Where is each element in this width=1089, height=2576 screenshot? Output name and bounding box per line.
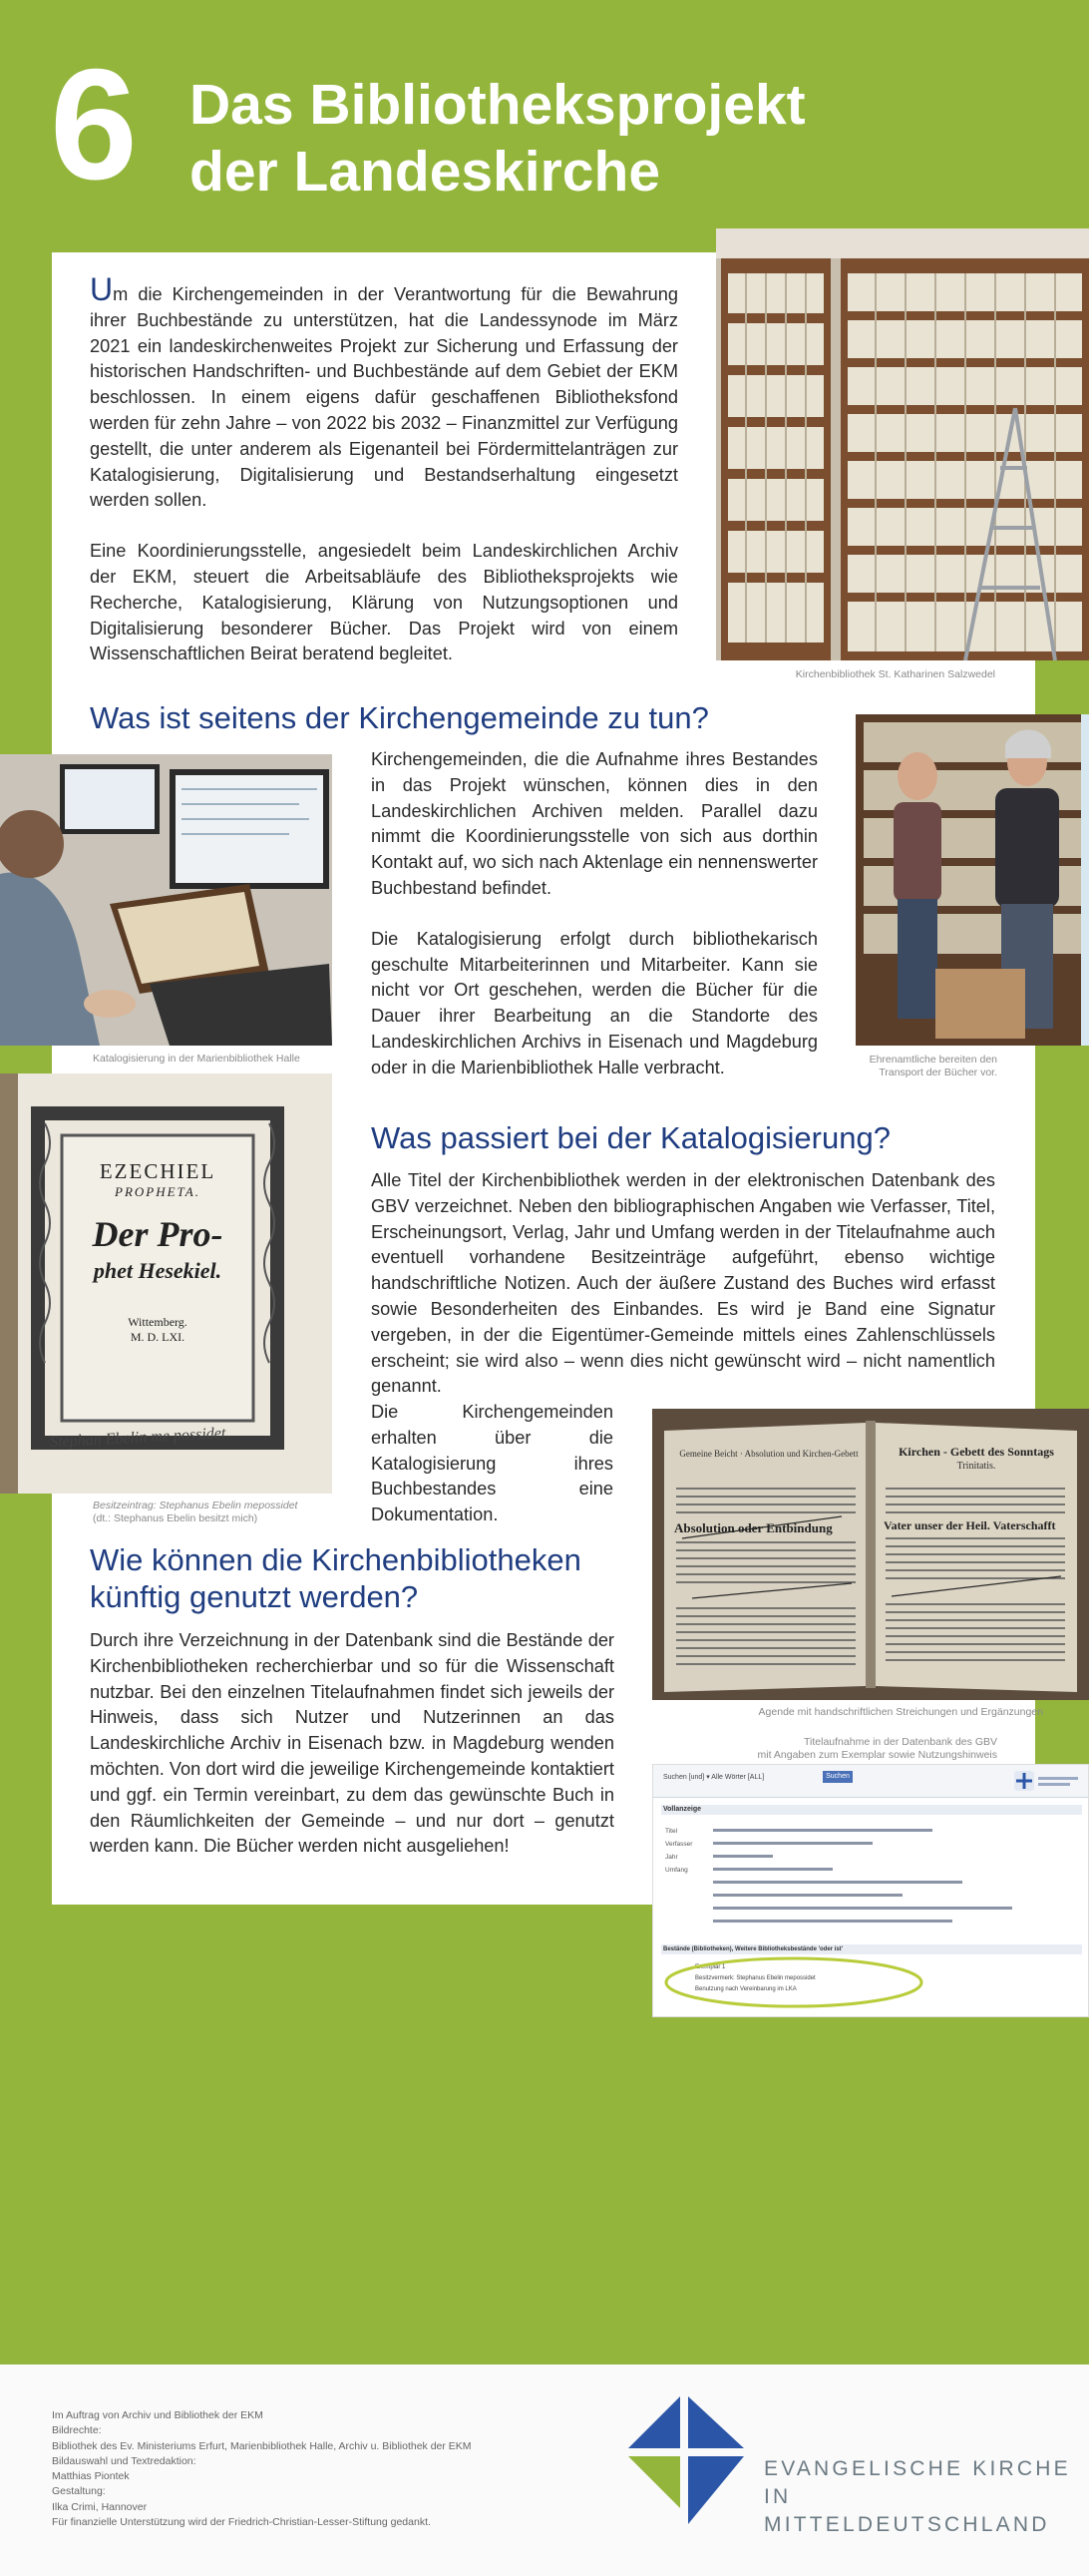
agenda-right-title: Vater unser der Heil. Vaterschafft xyxy=(884,1518,1056,1532)
titlepage-signature: Stephan Ebelin me possidet xyxy=(49,1425,226,1452)
database-fields: Titel Verfasser Jahr Umfang xyxy=(665,1828,693,1874)
agenda-caption: Agende mit handschriftlichen Streichungen und Ergänzungen xyxy=(758,1706,1043,1718)
agenda-right-sub: Trinitatis. xyxy=(956,1461,996,1472)
intro-paragraph-2: Eine Koordinierungsstelle, angesiedelt beim Landeskirchlichen Archiv der EKM, steuert die Arbeitsabläufe des Bibliotheksprojekts wie Recherche, Katalogisierung, Klärung von Nutzungsoptionen und Digitalisierung besonderer Bücher. Das Projekt wird von einem Wissenschaftlichen Beirat beratend begleitet. xyxy=(90,541,678,664)
database-search-button: Suchen xyxy=(823,1771,853,1783)
volunteers-photo xyxy=(856,714,1089,1046)
database-holdings-head: Bestände (Bibliotheken), Weitere Bibliotheksbestände 'oder ist' xyxy=(663,1946,844,1952)
agenda-photo xyxy=(652,1409,1089,1700)
section1-paragraph-2: Die Katalogisierung erfolgt durch bibliothekarisch geschulte Mitarbeiterinnen und Mitarbeiter. Kann sie nicht vor Ort geschehen, werden die Bücher für die Dauer ihrer Bearbeitung an die Standorte des Landeskirchlichen Archivs in Eisenach und Magdeburg oder in die Marienbibliothek Halle verbracht. xyxy=(371,928,818,1077)
ekm-logo-text: EVANGELISCHE KIRCHE IN MITTELDEUTSCHLAND xyxy=(764,2457,1071,2536)
section2-heading: Was passiert bei der Katalogisierung? xyxy=(371,1120,891,1155)
agenda-left-head: Gemeine Beicht · Absolution und Kirchen-Gebett xyxy=(679,1449,859,1459)
database-screenshot xyxy=(652,1764,1089,2017)
database-title-row: Vollanzeige xyxy=(663,1806,701,1813)
page-title-line1: Das Bibliotheksprojekt xyxy=(189,73,806,137)
database-topbar: Suchen [und] ▾ Alle Wörter [ALL] xyxy=(663,1774,765,1781)
footer-credits: Im Auftrag von Archiv und Bibliothek der EKM Bildrechte: Bibliothek des Ev. Ministeriums Erfurt, Marienbibliothek Halle, Archiv u. Bibliothek der EKM Bildauswahl und Textredaktion: Matthias Piontek Gestaltung: Ilka Crimi, Hannover Für finanzielle Unterstützung wird der Friedrich-Christian-Lesser-Stiftung gedankt. xyxy=(52,2409,472,2529)
section3-heading: Wie können die Kirchenbibliotheken künftig genutzt werden? xyxy=(90,1542,581,1614)
agenda-right-head: Kirchen - Gebett des Sonntags xyxy=(899,1445,1054,1459)
agenda-left-title: Absolution oder Entbindung xyxy=(674,1520,833,1535)
page-title-line2: der Landeskirche xyxy=(189,140,661,204)
computer-caption: Katalogisierung in der Marienbibliothek Halle xyxy=(93,1053,300,1065)
intro-paragraph-1: Um die Kirchengemeinden in der Verantwortung für die Bewahrung ihrer Buchbestände zu unterstützen, hat die Landessynode im März 2021 ein landeskirchenweites Projekt zur Sicherung und Erfassung der historischen Handschriften- und Buchbestände auf dem Gebiet der EKM beschlossen. In einem eigens dafür geschaffenen Bibliotheksfond werden für zehn Jahre – von 2022 bis 2032 – Finanzmittel zur Verfügung gestellt, die unter anderem als Eigenanteil bei Fördermittelanträgen zur Katalogisierung, Digitalisierung und Bestandserhaltung eingesetzt werden sollen. xyxy=(90,271,678,511)
section1-heading: Was ist seitens der Kirchengemeinde zu tun? xyxy=(90,700,709,735)
shelves-photo xyxy=(716,228,1089,660)
section1-text xyxy=(371,747,818,1081)
computer-photo xyxy=(0,754,332,1046)
titlepage-text: EZECHIEL PROPHETA. Der Pro- phet Hesekiel. Wittemberg. M. D. LXI. xyxy=(92,1159,223,1344)
volunteers-caption: Ehrenamtliche bereiten den Transport der Bücher vor. xyxy=(869,1054,997,1078)
intro-block xyxy=(90,271,678,667)
shelves-caption: Kirchenbibliothek St. Katharinen Salzwedel xyxy=(795,668,995,680)
database-notes: Exemplar 1 Besitzvermerk: Stephanus Ebelin mepossidet Benutzung nach Vereinbarung im LKA xyxy=(695,1964,816,1992)
page-title xyxy=(189,72,806,206)
database-logo-icon xyxy=(1012,1769,1082,1793)
section2-paragraph-1: Alle Titel der Kirchenbibliothek werden in der elektronischen Datenbank des GBV verzeichnet. Neben den bibliographischen Angaben wie Verfasser, Titel, Erscheinungsort, Verlag, Jahr und Umfang werden in der Titelaufnahme auch eventuell vorhandene Besitzeinträge aufgeführt, ebenso wichtige handschriftliche Notizen. Auch der äußere Zustand des Buches wird erfasst sowie Besonderheiten des Einbandes. Es wird je Band eine Signatur vergeben, in der die Eigentümer-Gemeinde mittels eines Zahlenschlüssels erscheint; sie wird also – wenn dies nicht gewünscht wird – nicht namentlich genannt. xyxy=(371,1170,995,1397)
section1-paragraph-1: Kirchengemeinden, die die Aufnahme ihres Bestandes in das Projekt wünschen, können dies in den Landeskirchlichen Archiven melden. Parallel dazu nimmt die Koordinierungsstelle von sich aus dorthin Kontakt auf, wo sich nach Aktenlage ein nennenswerter Buchbestand befindet. xyxy=(371,749,818,898)
database-caption: Titelaufnahme in der Datenbank des GBV mit Angaben zum Exemplar sowie Nutzungshinweis xyxy=(757,1736,997,1761)
section2-paragraph-2: Die Kirchengemeinden erhalten über die Katalogisierung ihres Buchbestandes eine Dokumentation. xyxy=(371,1402,613,1525)
highlight-ellipse-icon xyxy=(659,1954,928,2010)
titlepage-photo xyxy=(0,1073,332,1494)
ekm-cross-logo-icon xyxy=(616,2396,744,2524)
section3-paragraph: Durch ihre Verzeichnung in der Datenbank sind die Bestände der Kirchenbibliotheken recherchierbar und so für die Wissenschaft nutzbar. Bei den einzelnen Titelaufnahmen findet sich jeweils der Hinweis, dass sich Nutzer und Nutzerinnen an das Landeskirchliche Archiv in Eisenach bzw. in Magdeburg wenden möchten. Von dort wird die jeweilige Kirchengemeinde kontaktiert und ggf. ein Termin vereinbart, zu dem das gewünschte Buch in den Räumlichkeiten der Gemeinde – und nur dort – genutzt werden kann. Die Bücher werden nicht ausgeliehen! xyxy=(90,1630,614,1857)
section-number: 6 xyxy=(50,37,138,213)
drop-cap: U xyxy=(90,271,114,307)
titlepage-caption: Besitzeintrag: Stephanus Ebelin mepossidet (dt.: Stephanus Ebelin besitzt mich) xyxy=(93,1500,298,1524)
